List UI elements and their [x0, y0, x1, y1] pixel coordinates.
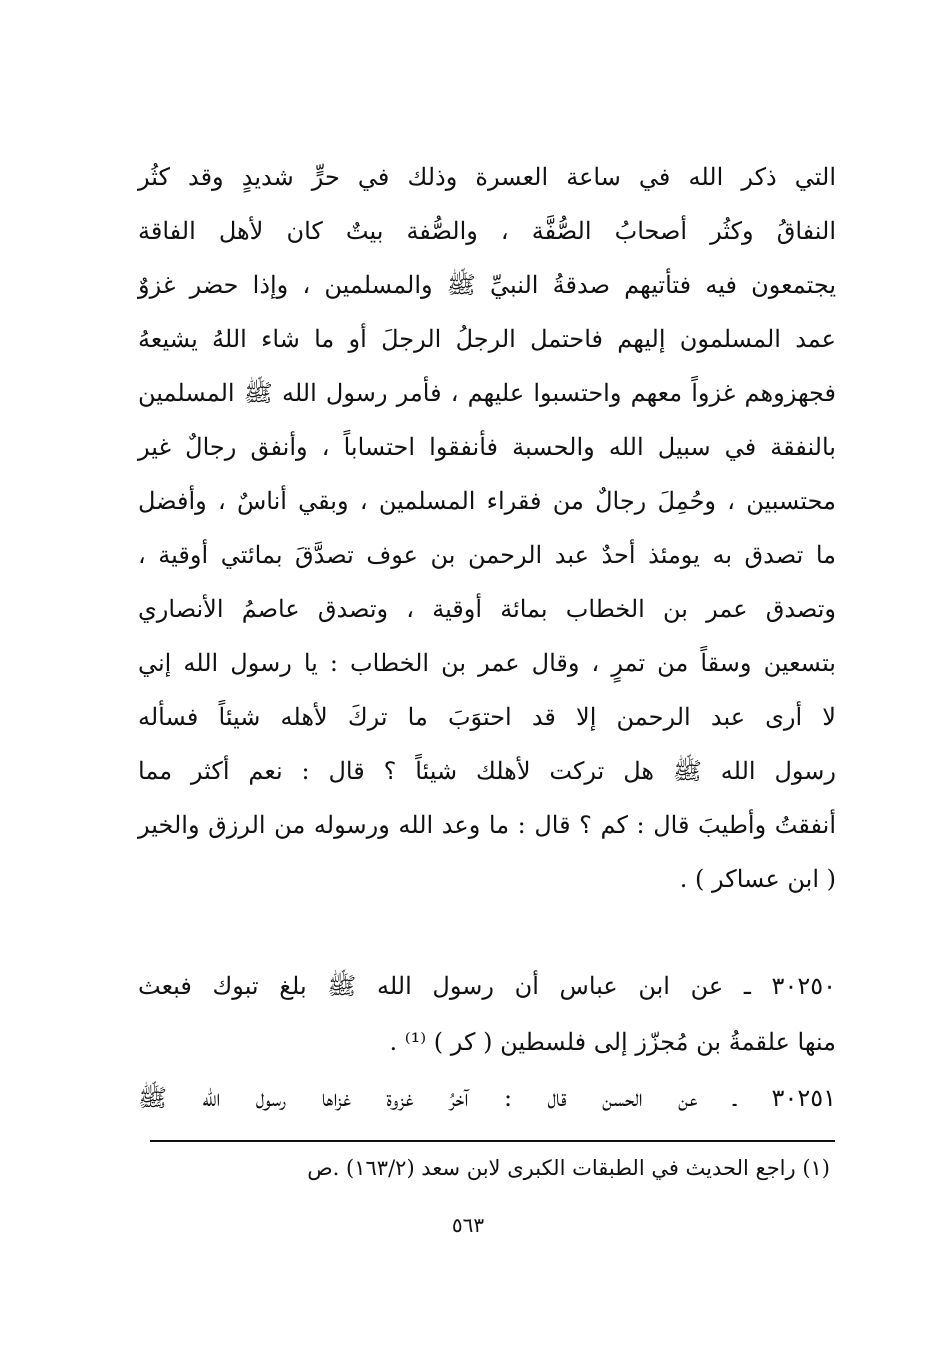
text-line: لا أرى عبد الرحمن إلا قد احتوَبَ ما تركَ لأهله شيئاً فسأله: [138, 703, 836, 731]
text-line: محتسبين ، وحُمِلَ رجالٌ من فقراء المسلمين ، وبقي أناسٌ ، وأفضل: [138, 487, 836, 515]
text-line: منها علقمةُ بن مُجزّز إلى فلسطين ( كر ) ⁽¹⁾ .: [389, 1028, 836, 1056]
text-line: ٣٠٢٥١ ـ عن الحسن قال : آخرُ غزوة غزاها رسول الله ﷺ: [138, 1084, 836, 1112]
page-number: ٥٦٣: [451, 1213, 485, 1237]
text-line: بالنفقة في سبيل الله والحسبة فأنفقوا احتساباً ، وأنفق رجالٌ غير: [138, 433, 836, 461]
text-line: التي ذكر الله في ساعة العسرة وذلك في حرٍّ شديدٍ وقد كثُر: [138, 163, 836, 191]
text-line: بتسعين وسقاً من تمرٍ ، وقال عمر بن الخطاب : يا رسول الله إني: [138, 649, 836, 677]
source-citation: ( ابن عساكر ) .: [679, 865, 836, 893]
text-line: ٣٠٢٥٠ ـ عن ابن عباس أن رسول الله ﷺ بلغ تبوك فبعث: [138, 972, 836, 1000]
text-line: عمد المسلمون إليهم فاحتمل الرجلُ الرجلَ أو ما شاء اللهُ يشيعهُ: [138, 325, 836, 353]
text-line: رسول الله ﷺ هل تركت لأهلك شيئاً ؟ قال : نعم أكثر مما: [138, 757, 836, 785]
text-line: ما تصدق به يومئذ أحدٌ عبد الرحمن بن عوف تصدَّقَ بمائتي أوقية ،: [138, 541, 836, 569]
text-line: النفاقُ وكثُر أصحابُ الصُّفَّة ، والصُّفة بيتٌ كان لأهل الفاقة: [138, 217, 836, 245]
footnote-divider: [150, 1140, 835, 1142]
text-line: فجهزوهم غزواً معهم واحتسبوا عليهم ، فأمر رسول الله ﷺ المسلمين: [138, 379, 836, 407]
hadith-30251: [138, 1070, 836, 1126]
text-line: وتصدق عمر بن الخطاب بمائة أوقية ، وتصدق عاصمُ الأنصاري: [138, 595, 836, 623]
main-paragraph: [138, 150, 836, 906]
text-line: أنفقتُ وأطيبَ قال : كم ؟ قال : ما وعد الله ورسوله من الرزق والخير: [138, 811, 836, 839]
footnote: (١) راجع الحديث في الطبقات الكبرى لابن سعد (١٦٣/٢) .ص: [307, 1156, 830, 1180]
text-line: يجتمعون فيه فتأتيهم صدقةُ النبيِّ ﷺ والمسلمين ، وإذا حضر غزوٌ: [138, 271, 836, 299]
hadith-30250: [138, 958, 836, 1070]
